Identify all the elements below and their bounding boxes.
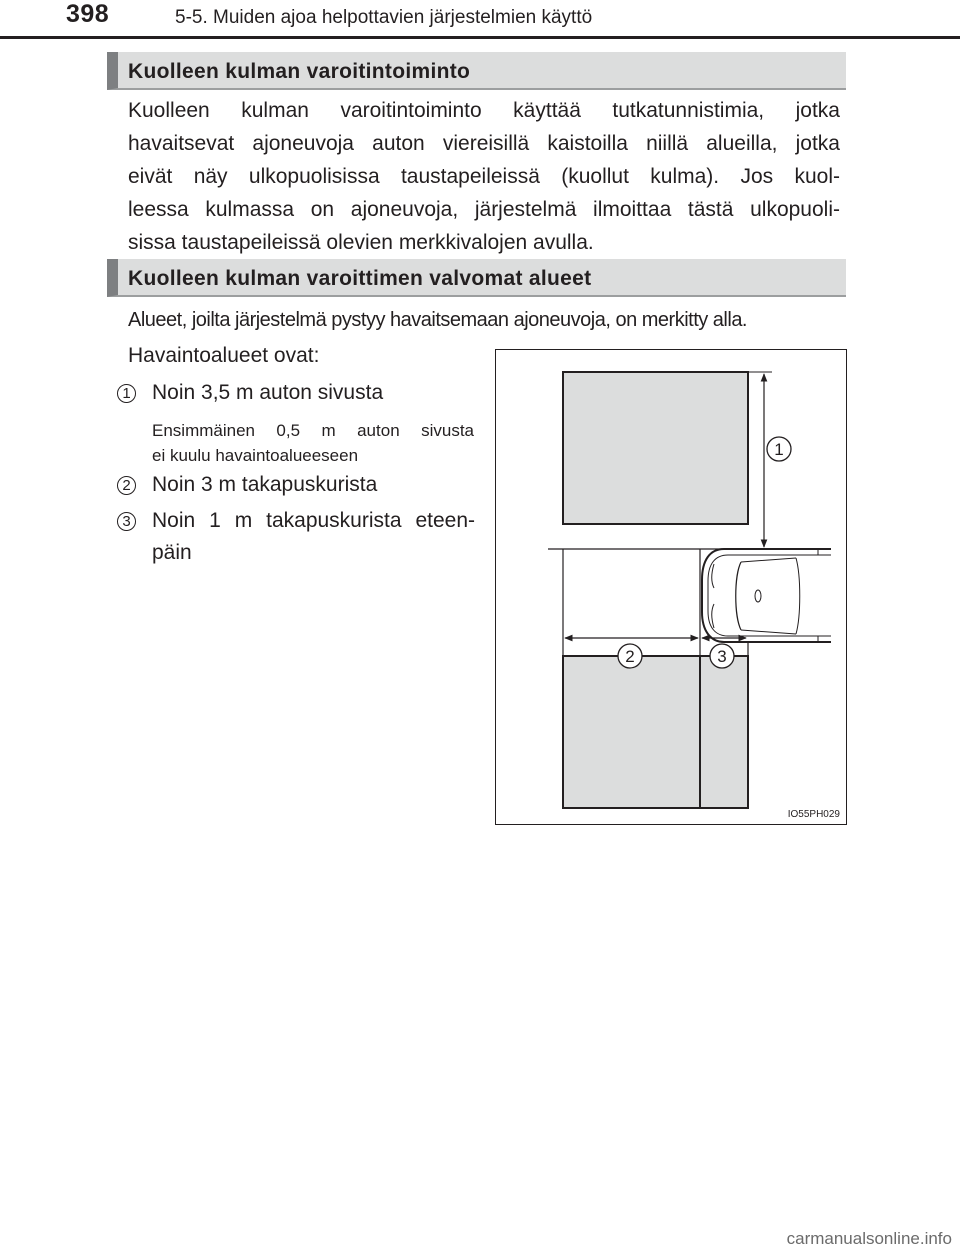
item-text-line: Noin 1 m takapuskurista eteen-: [152, 509, 475, 532]
note-line: ei kuulu havaintoalueeseen: [152, 446, 359, 465]
item-number-2: 2: [117, 476, 136, 495]
detection-areas-diagram: [495, 349, 847, 825]
callout-label-2: 2: [625, 647, 635, 666]
item-text-1: Noin 3,5 m auton sivusta: [152, 381, 384, 404]
section-heading-text: Kuolleen kulman varoittimen valvomat alueet: [128, 267, 592, 290]
rear-detection-zone-3: [700, 656, 748, 808]
callout-label-3: 3: [717, 647, 727, 666]
item-number-1: 1: [117, 384, 136, 403]
item-number-3: 3: [117, 512, 136, 531]
paragraph-line: sissa taustapeileissä olevien merkkivalojen avulla.: [128, 231, 594, 254]
diagram-code: IO55PH029: [787, 809, 840, 820]
page-number: 398: [66, 0, 110, 28]
rear-detection-zone-2: [563, 656, 700, 808]
item-text-3: [152, 505, 475, 569]
item-text-2: Noin 3 m takapuskurista: [152, 473, 378, 496]
car-outline: [702, 549, 831, 642]
paragraph-line: havaitsevat ajoneuvoja auton viereisillä kaistoilla niillä alueilla, jotka: [128, 132, 840, 155]
header-rule: [0, 36, 960, 39]
section-heading-blind-spot-function: [107, 52, 846, 90]
section1-paragraph: [128, 94, 840, 259]
paragraph-line: eivät näy ulkopuolisissa taustapeileissä (kuollut kulma). Jos kuol-: [128, 165, 840, 188]
section-heading-text: Kuolleen kulman varoitintoiminto: [128, 60, 471, 83]
watermark: carmanualsonline.info: [786, 1229, 952, 1248]
section-heading-monitored-areas: [107, 259, 846, 297]
chapter-title: 5-5. Muiden ajoa helpottavien järjestelmien käyttö: [175, 7, 593, 28]
diagram-svg: [496, 350, 848, 826]
areas-intro-sentence: Alueet, joilta järjestelmä pystyy havaitsemaan ajoneuvoja, on merkitty alla.: [128, 309, 747, 331]
item-text-line: päin: [152, 541, 192, 564]
note-line: Ensimmäinen 0,5 m auton sivusta: [152, 421, 474, 440]
callout-label-1: 1: [774, 440, 784, 459]
paragraph-line: Kuolleen kulman varoitintoiminto käyttää tutkatunnistimia, jotka: [128, 99, 840, 122]
paragraph-line: leessa kulmassa on ajoneuvoja, järjestelmä ilmoittaa tästä ulkopuoli-: [128, 198, 840, 221]
item-note-1: [152, 418, 474, 468]
side-detection-zone: [563, 372, 748, 524]
detection-areas-label: Havaintoalueet ovat:: [128, 344, 320, 367]
